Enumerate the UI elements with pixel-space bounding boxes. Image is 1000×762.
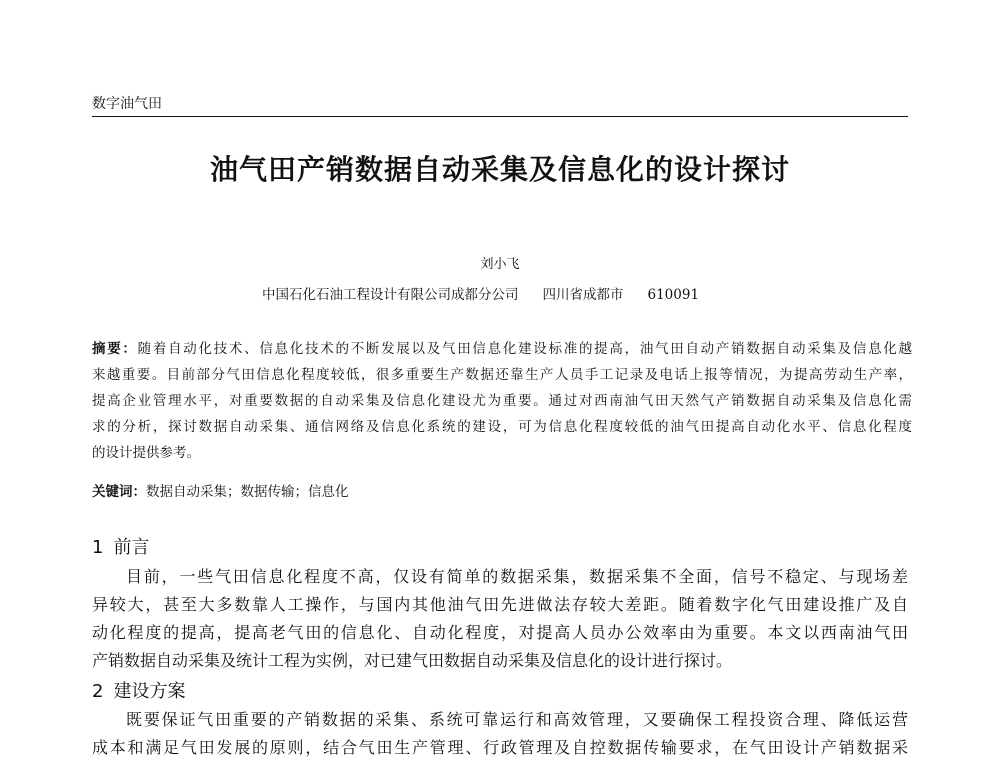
abstract-line: 来越重要。目前部分气田信息化程度较低，很多重要生产数据还靠生产人员手工记录及电话上报等情况，为提高劳动生产率， xyxy=(92,367,912,383)
affiliation-location: 四川省成都市 xyxy=(542,287,624,303)
keywords-label: 关键词： xyxy=(92,484,146,500)
abstract-line: 求的分析，探讨数据自动采集、通信网络及信息化系统的建设，可为信息化程度较低的油气田提高自动化水平、信息化程度 xyxy=(92,419,912,435)
article-author: 刘小飞 xyxy=(480,257,520,272)
keywords-text: 数据自动采集；数据传输；信息化 xyxy=(146,484,349,500)
paragraph-line: 既要保证气田重要的产销数据的采集、系统可靠运行和高效管理，又要确保工程投资合理、降低运营 xyxy=(126,710,908,729)
abstract-line: 的设计提供参考。 xyxy=(92,445,200,461)
author-affiliation xyxy=(262,283,699,303)
abstract xyxy=(92,336,912,466)
section-title: 前言 xyxy=(113,537,150,558)
keywords xyxy=(92,480,349,500)
section-title: 建设方案 xyxy=(113,681,186,702)
section-body-plan xyxy=(92,706,908,762)
header-rule xyxy=(92,116,908,117)
affiliation-org: 中国石化石油工程设计有限公司成都分公司 xyxy=(262,287,519,303)
paragraph-line: 目前，一些气田信息化程度不高，仅设有简单的数据采集，数据采集不全面，信号不稳定、与现场差 xyxy=(126,567,908,586)
paragraph-line: 异较大，甚至大多数靠人工操作，与国内其他油气田先进做法存较大差距。随着数字化气田建设推广及自 xyxy=(92,595,908,614)
journal-section-label: 数字油气田 xyxy=(92,96,162,112)
affiliation-postcode: 610091 xyxy=(647,287,700,303)
section-number: 2 xyxy=(92,681,104,702)
section-number: 1 xyxy=(92,537,104,558)
article-title: 油气田产销数据自动采集及信息化的设计探讨 xyxy=(209,153,790,186)
paragraph-line: 动化程度的提高，提高老气田的信息化、自动化程度，对提高人员办公效率由为重要。本文以西南油气田 xyxy=(92,623,908,642)
section-heading-intro xyxy=(92,533,149,559)
paragraph-line: 产销数据自动采集及统计工程为实例，对已建气田数据自动采集及信息化的设计进行探讨。 xyxy=(92,651,733,670)
abstract-line xyxy=(92,336,912,362)
paragraph-line: 成本和满足气田发展的原则，结合气田生产管理、行政管理及自控数据传输要求，在气田设计产销数据采 xyxy=(92,738,908,757)
abstract-line: 提高企业管理水平，对重要数据的自动采集及信息化建设尤为重要。通过对西南油气田天然气产销数据自动采集及信息化需 xyxy=(92,393,912,409)
abstract-text: 随着自动化技术、信息化技术的不断发展以及气田信息化建设标准的提高，油气田自动产销数据自动采集及信息化越 xyxy=(137,341,913,357)
section-body-intro xyxy=(92,563,908,675)
section-heading-plan xyxy=(92,677,185,703)
abstract-label: 摘要： xyxy=(92,341,138,357)
